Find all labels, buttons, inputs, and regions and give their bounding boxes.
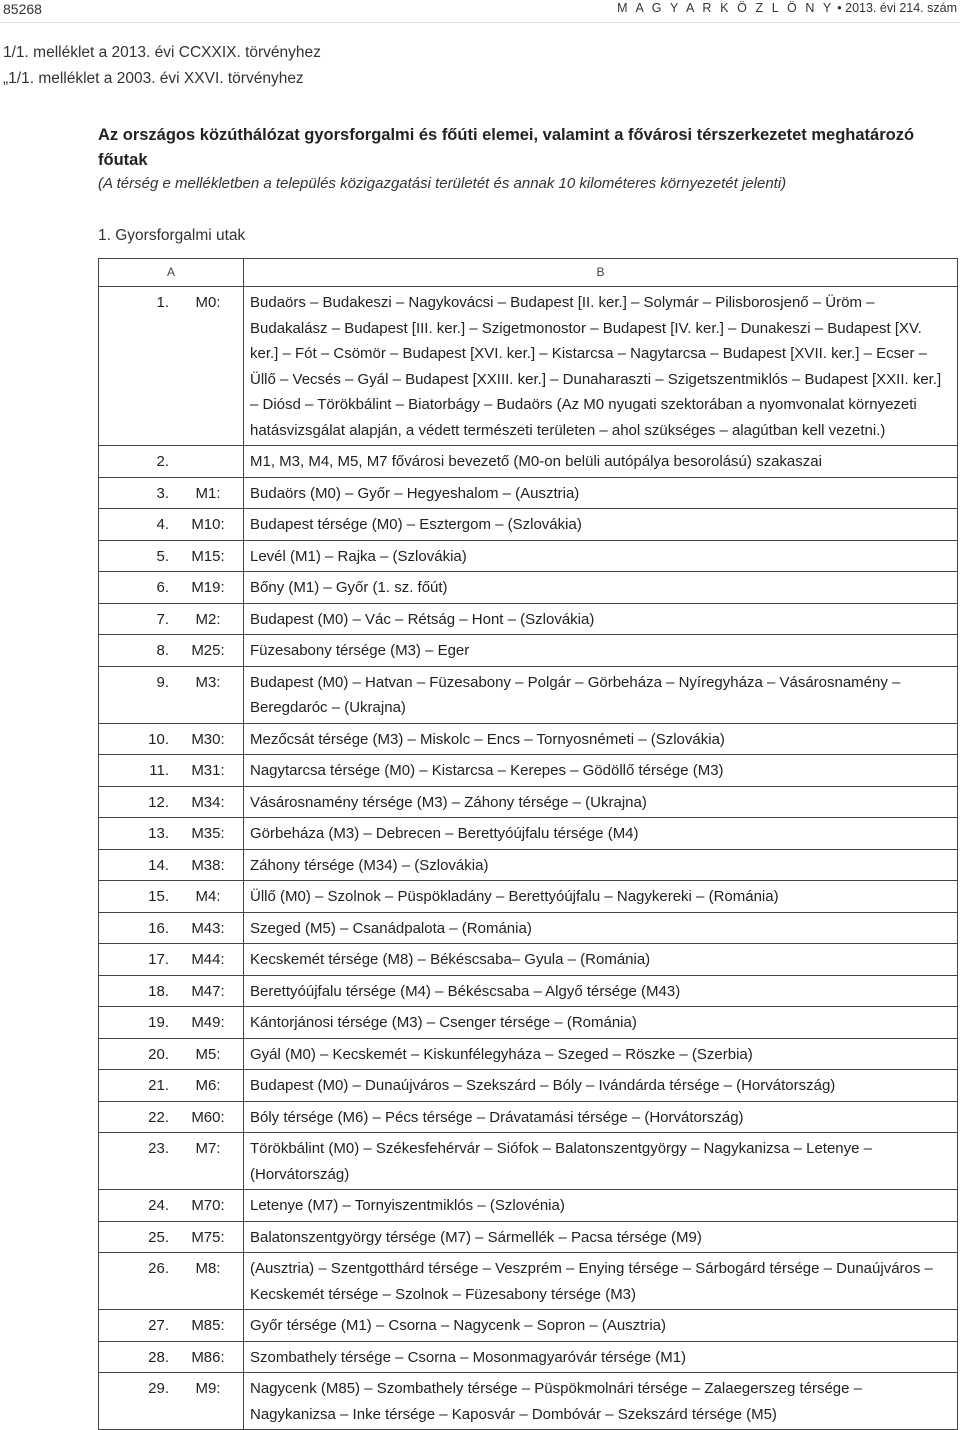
row-number: 20. xyxy=(99,1038,174,1070)
road-code: M1: xyxy=(173,477,244,509)
road-route: Győr térsége (M1) – Csorna – Nagycenk – Sopron – (Ausztria) xyxy=(244,1310,958,1342)
road-code xyxy=(173,446,244,478)
road-route: Levél (M1) – Rajka – (Szlovákia) xyxy=(244,540,958,572)
row-number: 23. xyxy=(99,1133,174,1190)
road-code: M34: xyxy=(173,786,244,818)
annex-line-1: 1/1. melléklet a 2013. évi CCXXIX. törvényhez xyxy=(3,44,321,61)
row-number: 2. xyxy=(99,446,174,478)
road-route: Záhony térsége (M34) – (Szlovákia) xyxy=(244,849,958,881)
header-bullet: • xyxy=(837,1,842,15)
road-route: Vásárosnamény térsége (M3) – Záhony térsége – (Ukrajna) xyxy=(244,786,958,818)
road-route: Görbeháza (M3) – Debrecen – Berettyóújfalu térsége (M4) xyxy=(244,818,958,850)
document-subtitle: (A térség e mellékletben a település közigazgatási területét és annak 10 kilométeres környezetét jelenti) xyxy=(98,175,787,192)
row-number: 28. xyxy=(99,1341,174,1373)
road-code: M8: xyxy=(173,1253,244,1310)
road-code: M2: xyxy=(173,603,244,635)
row-number: 17. xyxy=(99,944,174,976)
row-number: 16. xyxy=(99,912,174,944)
table-row xyxy=(99,635,958,667)
road-route: Mezőcsát térsége (M3) – Miskolc – Encs – Tornyosnémeti – (Szlovákia) xyxy=(244,723,958,755)
road-code: M3: xyxy=(173,666,244,723)
row-number: 19. xyxy=(99,1007,174,1039)
row-number: 26. xyxy=(99,1253,174,1310)
road-code: M5: xyxy=(173,1038,244,1070)
row-number: 15. xyxy=(99,881,174,913)
road-code: M35: xyxy=(173,818,244,850)
table-row xyxy=(99,975,958,1007)
row-number: 6. xyxy=(99,572,174,604)
road-route: Bőny (M1) – Győr (1. sz. főút) xyxy=(244,572,958,604)
column-b-header: B xyxy=(244,259,958,287)
road-route: Üllő (M0) – Szolnok – Püspökladány – Berettyóújfalu – Nagykereki – (Románia) xyxy=(244,881,958,913)
table-row xyxy=(99,572,958,604)
road-route: Budapest (M0) – Dunaújváros – Szekszárd – Bóly – Ivándárda térsége – (Horvátország) xyxy=(244,1070,958,1102)
publication-name: M A G Y A R K Ö Z L Ö N Y xyxy=(617,1,834,15)
road-code: M0: xyxy=(173,287,244,446)
table-row xyxy=(99,1373,958,1430)
road-route: Budapest térsége (M0) – Esztergom – (Szlovákia) xyxy=(244,509,958,541)
road-code: M10: xyxy=(173,509,244,541)
table-row xyxy=(99,1221,958,1253)
annex-line-2: „1/1. melléklet a 2003. évi XXVI. törvényhez xyxy=(3,70,304,87)
row-number: 14. xyxy=(99,849,174,881)
table-row xyxy=(99,1253,958,1310)
road-code: M4: xyxy=(173,881,244,913)
row-number: 21. xyxy=(99,1070,174,1102)
row-number: 27. xyxy=(99,1310,174,1342)
road-code: M49: xyxy=(173,1007,244,1039)
road-route: Kecskemét térsége (M8) – Békéscsaba– Gyula – (Románia) xyxy=(244,944,958,976)
table-row xyxy=(99,1310,958,1342)
road-route: Szombathely térsége – Csorna – Mosonmagyaróvár térsége (M1) xyxy=(244,1341,958,1373)
table-row xyxy=(99,818,958,850)
document-title: Az országos közúthálózat gyorsforgalmi és főúti elemei, valamint a fővárosi térszerkezetet meghatározó főutak xyxy=(98,126,915,169)
row-number: 22. xyxy=(99,1101,174,1133)
row-number: 7. xyxy=(99,603,174,635)
road-route: Gyál (M0) – Kecskemét – Kiskunfélegyháza – Szeged – Röszke – (Szerbia) xyxy=(244,1038,958,1070)
table-row xyxy=(99,1190,958,1222)
road-route: Berettyóújfalu térsége (M4) – Békéscsaba – Algyő térsége (M43) xyxy=(244,975,958,1007)
road-route: Nagytarcsa térsége (M0) – Kistarcsa – Kerepes – Gödöllő térsége (M3) xyxy=(244,755,958,787)
table-row xyxy=(99,1038,958,1070)
road-code: M44: xyxy=(173,944,244,976)
table-row xyxy=(99,287,958,446)
row-number: 24. xyxy=(99,1190,174,1222)
road-code: M19: xyxy=(173,572,244,604)
row-number: 9. xyxy=(99,666,174,723)
road-route: Budapest (M0) – Hatvan – Füzesabony – Polgár – Görbeháza – Nyíregyháza – Vásárosnamény – Beregdaróc – (Ukrajna) xyxy=(244,666,958,723)
page-number: 85268 xyxy=(3,1,42,17)
column-a-header: A xyxy=(99,259,244,287)
table-row xyxy=(99,786,958,818)
row-number: 5. xyxy=(99,540,174,572)
table-row xyxy=(99,944,958,976)
road-route: Budaörs – Budakeszi – Nagykovácsi – Budapest [II. ker.] – Solymár – Pilisborosjenő – Üröm – Budakalász – Budapest [III. ker.] – Szigetmonostor – Budapest [IV. ker.] – Dunakeszi – Budapest [XV. ker.] – Fót – Csömör – Budapest [XVI. ker.] – Kistarcsa – Nagytarcsa – Budapest [XVII. ker.] – Ecser – Üllő – Vecsés – Gyál – Budapest [XXIII. ker.] – Dunaharaszti – Szigetszentmiklós – Budapest [XXII. ker.] – Diósd – Törökbálint – Biatorbágy – Budaörs (Az M0 nyugati szektorában a nyomvonalat környezeti hatásvizsgálat alapján, a védett természeti területen – ahol szükséges – alagútban kell vezetni.) xyxy=(244,287,958,446)
table-row xyxy=(99,509,958,541)
issue-number: 2013. évi 214. szám xyxy=(845,1,957,15)
header-divider xyxy=(0,22,960,23)
running-header xyxy=(617,1,957,15)
road-code: M31: xyxy=(173,755,244,787)
road-code: M15: xyxy=(173,540,244,572)
table-row xyxy=(99,1133,958,1190)
row-number: 25. xyxy=(99,1221,174,1253)
road-code: M75: xyxy=(173,1221,244,1253)
road-route: Füzesabony térsége (M3) – Eger xyxy=(244,635,958,667)
table-row xyxy=(99,723,958,755)
road-route: M1, M3, M4, M5, M7 fővárosi bevezető (M0-on belüli autópálya besorolású) szakaszai xyxy=(244,446,958,478)
road-code: M86: xyxy=(173,1341,244,1373)
table-row xyxy=(99,666,958,723)
road-route: Balatonszentgyörgy térsége (M7) – Sármellék – Pacsa térsége (M9) xyxy=(244,1221,958,1253)
table-row xyxy=(99,1070,958,1102)
row-number: 4. xyxy=(99,509,174,541)
table-row xyxy=(99,477,958,509)
row-number: 3. xyxy=(99,477,174,509)
table-row xyxy=(99,1101,958,1133)
table-row xyxy=(99,1341,958,1373)
road-route: Nagycenk (M85) – Szombathely térsége – Püspökmolnári térsége – Zalaegerszeg térsége – Nagykanizsa – Inke térsége – Kaposvár – Dombóvár – Szekszárd térsége (M5) xyxy=(244,1373,958,1430)
road-code: M25: xyxy=(173,635,244,667)
row-number: 13. xyxy=(99,818,174,850)
road-code: M70: xyxy=(173,1190,244,1222)
table-row xyxy=(99,755,958,787)
table-row xyxy=(99,540,958,572)
road-code: M60: xyxy=(173,1101,244,1133)
table-row xyxy=(99,446,958,478)
table-row xyxy=(99,603,958,635)
road-code: M30: xyxy=(173,723,244,755)
table-row xyxy=(99,1007,958,1039)
road-code: M47: xyxy=(173,975,244,1007)
road-route: Letenye (M7) – Tornyiszentmiklós – (Szlovénia) xyxy=(244,1190,958,1222)
road-code: M43: xyxy=(173,912,244,944)
road-route: Budaörs (M0) – Győr – Hegyeshalom – (Ausztria) xyxy=(244,477,958,509)
row-number: 10. xyxy=(99,723,174,755)
road-code: M85: xyxy=(173,1310,244,1342)
road-route: Törökbálint (M0) – Székesfehérvár – Siófok – Balatonszentgyörgy – Nagykanizsa – Letenye – (Horvátország) xyxy=(244,1133,958,1190)
road-route: (Ausztria) – Szentgotthárd térsége – Veszprém – Enying térsége – Sárbogárd térsége – Dunaújváros – Kecskemét térsége – Szolnok – Füzesabony térsége (M3) xyxy=(244,1253,958,1310)
road-code: M38: xyxy=(173,849,244,881)
row-number: 12. xyxy=(99,786,174,818)
row-number: 1. xyxy=(99,287,174,446)
row-number: 29. xyxy=(99,1373,174,1430)
row-number: 8. xyxy=(99,635,174,667)
road-route: Bóly térsége (M6) – Pécs térsége – Drávatamási térsége – (Horvátország) xyxy=(244,1101,958,1133)
section-title: 1. Gyorsforgalmi utak xyxy=(98,227,246,244)
table-header-row xyxy=(99,259,958,287)
road-route: Szeged (M5) – Csanádpalota – (Románia) xyxy=(244,912,958,944)
road-route: Kántorjánosi térsége (M3) – Csenger térsége – (Románia) xyxy=(244,1007,958,1039)
table-row xyxy=(99,849,958,881)
row-number: 11. xyxy=(99,755,174,787)
road-code: M6: xyxy=(173,1070,244,1102)
row-number: 18. xyxy=(99,975,174,1007)
road-route: Budapest (M0) – Vác – Rétság – Hont – (Szlovákia) xyxy=(244,603,958,635)
road-code: M7: xyxy=(173,1133,244,1190)
road-code: M9: xyxy=(173,1373,244,1430)
table-row xyxy=(99,912,958,944)
table-row xyxy=(99,881,958,913)
roads-table xyxy=(98,258,958,1430)
